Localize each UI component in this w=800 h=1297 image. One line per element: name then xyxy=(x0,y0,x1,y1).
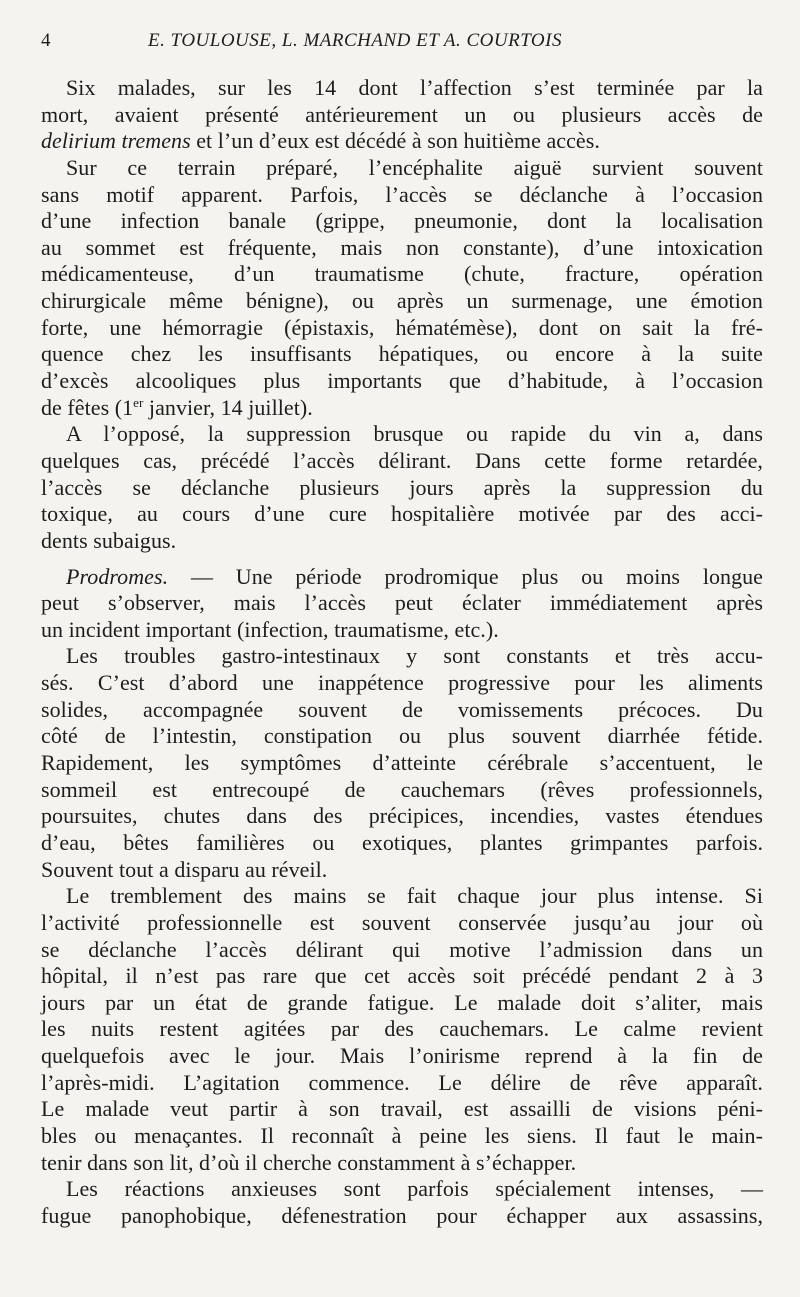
text-line: d’excès alcooliques plus importants que d’habitude, à l’occasion xyxy=(41,368,763,394)
text-line: de fêtes (1er janvier, 14 juillet). xyxy=(41,394,313,420)
text-line: les nuits restent agitées par des cauchemars. Le calme revient xyxy=(41,1016,763,1042)
text-line: bles ou menaçantes. Il reconnaît à peine les siens. Il faut le main- xyxy=(41,1122,763,1148)
page-header xyxy=(0,30,800,58)
text-line: Le tremblement des mains se fait chaque jour plus intense. Si xyxy=(66,883,763,909)
running-head: E. TOULOUSE, L. MARCHAND ET A. COURTOIS xyxy=(148,30,562,51)
text-line: un incident important (infection, traumatisme, etc.). xyxy=(41,616,499,642)
text-line: sommeil est entrecoupé de cauchemars (rêves professionnels, xyxy=(41,776,763,802)
text-line: peut s’observer, mais l’accès peut éclater immédiatement après xyxy=(41,590,763,616)
text-line: Le malade veut partir à son travail, est assailli de visions péni- xyxy=(41,1096,763,1122)
text-line: côté de l’intestin, constipation ou plus souvent diarrhée fétide. xyxy=(41,723,763,749)
text-line: A l’opposé, la suppression brusque ou rapide du vin a, dans xyxy=(66,421,763,447)
text-line: l’après-midi. L’agitation commence. Le délire de rêve apparaît. xyxy=(41,1069,763,1095)
text-line: mort, avaient présenté antérieurement un ou plusieurs accès de xyxy=(41,101,763,127)
text-line: quence chez les insuffisants hépatiques, ou encore à la suite xyxy=(41,341,763,367)
text-line: médicamenteuse, d’un traumatisme (chute, fracture, opération xyxy=(41,261,763,287)
text-line: d’une infection banale (grippe, pneumonie, dont la localisation xyxy=(41,208,763,234)
text-line: l’accès se déclanche plusieurs jours après la suppression du xyxy=(41,474,763,500)
text-line: Les troubles gastro-intestinaux y sont constants et très accu- xyxy=(66,643,763,669)
text-line: se déclanche l’accès délirant qui motive l’admission dans un xyxy=(41,936,763,962)
text-line: fugue panophobique, défenestration pour échapper aux assassins, xyxy=(41,1202,763,1228)
body-text xyxy=(41,75,763,1230)
text-line: l’activité professionnelle est souvent conservée jusqu’au jour où xyxy=(41,909,763,935)
text-line: quelquefois avec le jour. Mais l’onirisme reprend à la fin de xyxy=(41,1043,763,1069)
text-line: chirurgicale même bénigne), ou après un surmenage, une émotion xyxy=(41,288,763,314)
text-line: delirium tremens et l’un d’eux est décédé à son huitième accès. xyxy=(41,128,600,154)
text-line: Six malades, sur les 14 dont l’affection s’est terminée par la xyxy=(66,75,763,100)
italic-term: delirium tremens xyxy=(41,128,191,154)
text-line: hôpital, il n’est pas rare que cet accès soit précédé pendant 2 à 3 xyxy=(41,963,763,989)
text-line: solides, accompagnée souvent de vomissements précoces. Du xyxy=(41,696,763,722)
text-line: au sommet est fréquente, mais non constante), d’une intoxication xyxy=(41,234,763,260)
text-line: Souvent tout a disparu au réveil. xyxy=(41,856,328,882)
text-line: quelques cas, précédé l’accès délirant. Dans cette forme retardée, xyxy=(41,447,763,473)
text-line: Prodromes. — Une période prodromique plus ou moins longue xyxy=(66,563,763,589)
text-line: d’eau, bêtes familières ou exotiques, plantes grimpantes parfois. xyxy=(41,829,763,855)
page-number: 4 xyxy=(41,30,51,51)
text-line: dents subaigus. xyxy=(41,527,177,553)
superscript: er xyxy=(133,394,144,410)
text-line: sés. C’est d’abord une inappétence progressive pour les aliments xyxy=(41,670,763,696)
text-line: jours par un état de grande fatigue. Le malade doit s’aliter, mais xyxy=(41,989,763,1015)
text-line: Les réactions anxieuses sont parfois spécialement intenses, — xyxy=(66,1176,763,1202)
text-line: Rapidement, les symptômes d’atteinte cérébrale s’accentuent, le xyxy=(41,750,763,776)
text-line: tenir dans son lit, d’où il cherche constamment à s’échapper. xyxy=(41,1149,577,1175)
text-line: sans motif apparent. Parfois, l’accès se déclanche à l’occasion xyxy=(41,181,763,207)
text-line: poursuites, chutes dans des précipices, incendies, vastes étendues xyxy=(41,803,763,829)
text-line: toxique, au cours d’une cure hospitalière motivée par des acci- xyxy=(41,501,763,527)
text-line: Sur ce terrain préparé, l’encéphalite aiguë survient souvent xyxy=(66,154,763,180)
section-heading: Prodromes. xyxy=(66,563,169,589)
text-line: forte, une hémorragie (épistaxis, hématémèse), dont on sait la fré- xyxy=(41,314,763,340)
